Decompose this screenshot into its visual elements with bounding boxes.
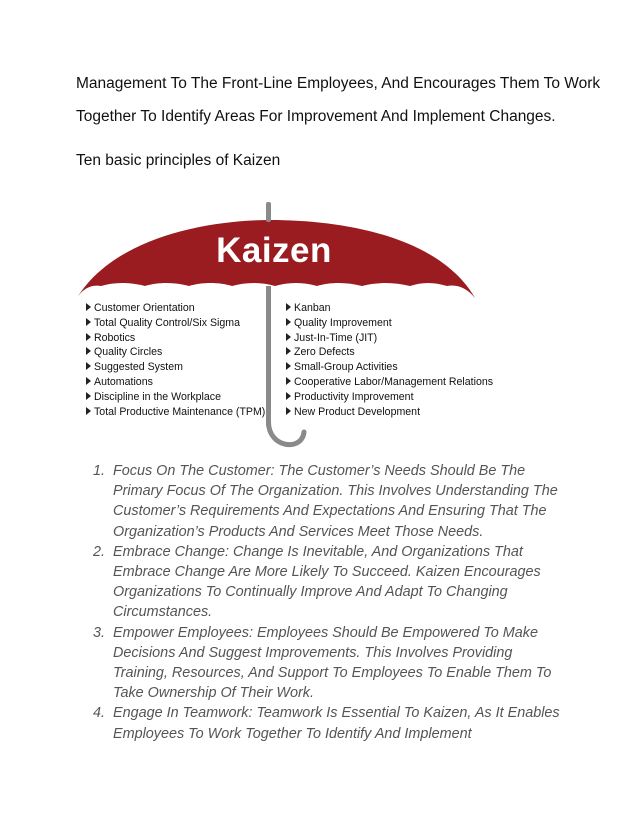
text-line: Customer’s Requirements And Expectations And Ensuring That The [113, 503, 547, 520]
umbrella-title: Kaizen [216, 231, 332, 270]
list-item: Robotics [86, 331, 265, 346]
principle-item [76, 703, 566, 743]
text-line: Embrace Change: Change Is Inevitable, And Organizations That [113, 543, 523, 560]
list-item: Automations [86, 375, 265, 390]
list-item: Customer Orientation [86, 301, 265, 316]
list-number: 1. [93, 463, 106, 479]
umbrella-shaft [266, 286, 271, 426]
triangle-bullet-icon [286, 333, 291, 341]
umbrella-left-list [86, 301, 265, 419]
list-item: Cooperative Labor/Management Relations [286, 375, 493, 390]
text-line: Organizations To Continually Improve And Adapt To Changing [113, 584, 508, 601]
principle-item [76, 623, 566, 704]
triangle-bullet-icon [286, 407, 291, 415]
list-item: Discipline in the Workplace [86, 390, 265, 405]
text-line: Circumstances. [113, 604, 213, 621]
section-heading: Ten basic principles of Kaizen [76, 152, 281, 169]
triangle-bullet-icon [86, 377, 91, 385]
list-item: Zero Defects [286, 345, 493, 360]
text-line: Embrace Change Are More Likely To Succeed. Kaizen Encourages [113, 564, 541, 581]
triangle-bullet-icon [286, 318, 291, 326]
triangle-bullet-icon [86, 318, 91, 326]
list-item: Just-In-Time (JIT) [286, 331, 493, 346]
umbrella-handle [269, 422, 305, 445]
triangle-bullet-icon [86, 333, 91, 341]
principle-item [76, 542, 566, 623]
triangle-bullet-icon [286, 377, 291, 385]
umbrella-right-list [286, 301, 493, 419]
list-item: New Product Development [286, 405, 493, 420]
list-item: Total Productive Maintenance (TPM) [86, 405, 265, 420]
triangle-bullet-icon [86, 303, 91, 311]
list-item: Suggested System [86, 360, 265, 375]
triangle-bullet-icon [286, 392, 291, 400]
triangle-bullet-icon [86, 392, 91, 400]
triangle-bullet-icon [286, 362, 291, 370]
text-line: Empower Employees: Employees Should Be Empowered To Make [113, 624, 539, 641]
list-number: 3. [93, 624, 106, 641]
list-item: Kanban [286, 301, 493, 316]
list-item: Quality Circles [86, 345, 265, 360]
text-line: Training, Resources, And Support To Employees To Enable Them To [113, 665, 552, 682]
text-line: Decisions And Suggest Improvements. This Involves Providing [113, 644, 513, 661]
triangle-bullet-icon [86, 347, 91, 355]
umbrella-tip [266, 202, 271, 222]
text-line: Engage In Teamwork: Teamwork Is Essential To Kaizen, As It Enables [113, 705, 560, 722]
list-number: 2. [93, 543, 106, 560]
text-line: Organization’s Products And Services Meet Those Needs. [113, 523, 484, 540]
intro-line-2: Together To Identify Areas For Improvement And Implement Changes. [76, 108, 556, 125]
list-item: Total Quality Control/Six Sigma [86, 316, 265, 331]
principles-list [76, 461, 566, 744]
list-item: Quality Improvement [286, 316, 493, 331]
text-line: Focus On The Customer: The Customer’s Needs Should Be The [113, 463, 526, 479]
text-line: Employees To Work Together To Identify And Implement [113, 725, 472, 742]
triangle-bullet-icon [286, 347, 291, 355]
text-line: Take Ownership Of Their Work. [113, 685, 314, 702]
text-line: Primary Focus Of The Organization. This Involves Understanding The [113, 483, 558, 500]
principle-item [76, 461, 566, 542]
intro-line-1: Management To The Front-Line Employees, And Encourages Them To Work [76, 75, 601, 92]
triangle-bullet-icon [86, 362, 91, 370]
triangle-bullet-icon [86, 407, 91, 415]
list-item: Small-Group Activities [286, 360, 493, 375]
list-number: 4. [93, 705, 106, 722]
triangle-bullet-icon [286, 303, 291, 311]
list-item: Productivity Improvement [286, 390, 493, 405]
